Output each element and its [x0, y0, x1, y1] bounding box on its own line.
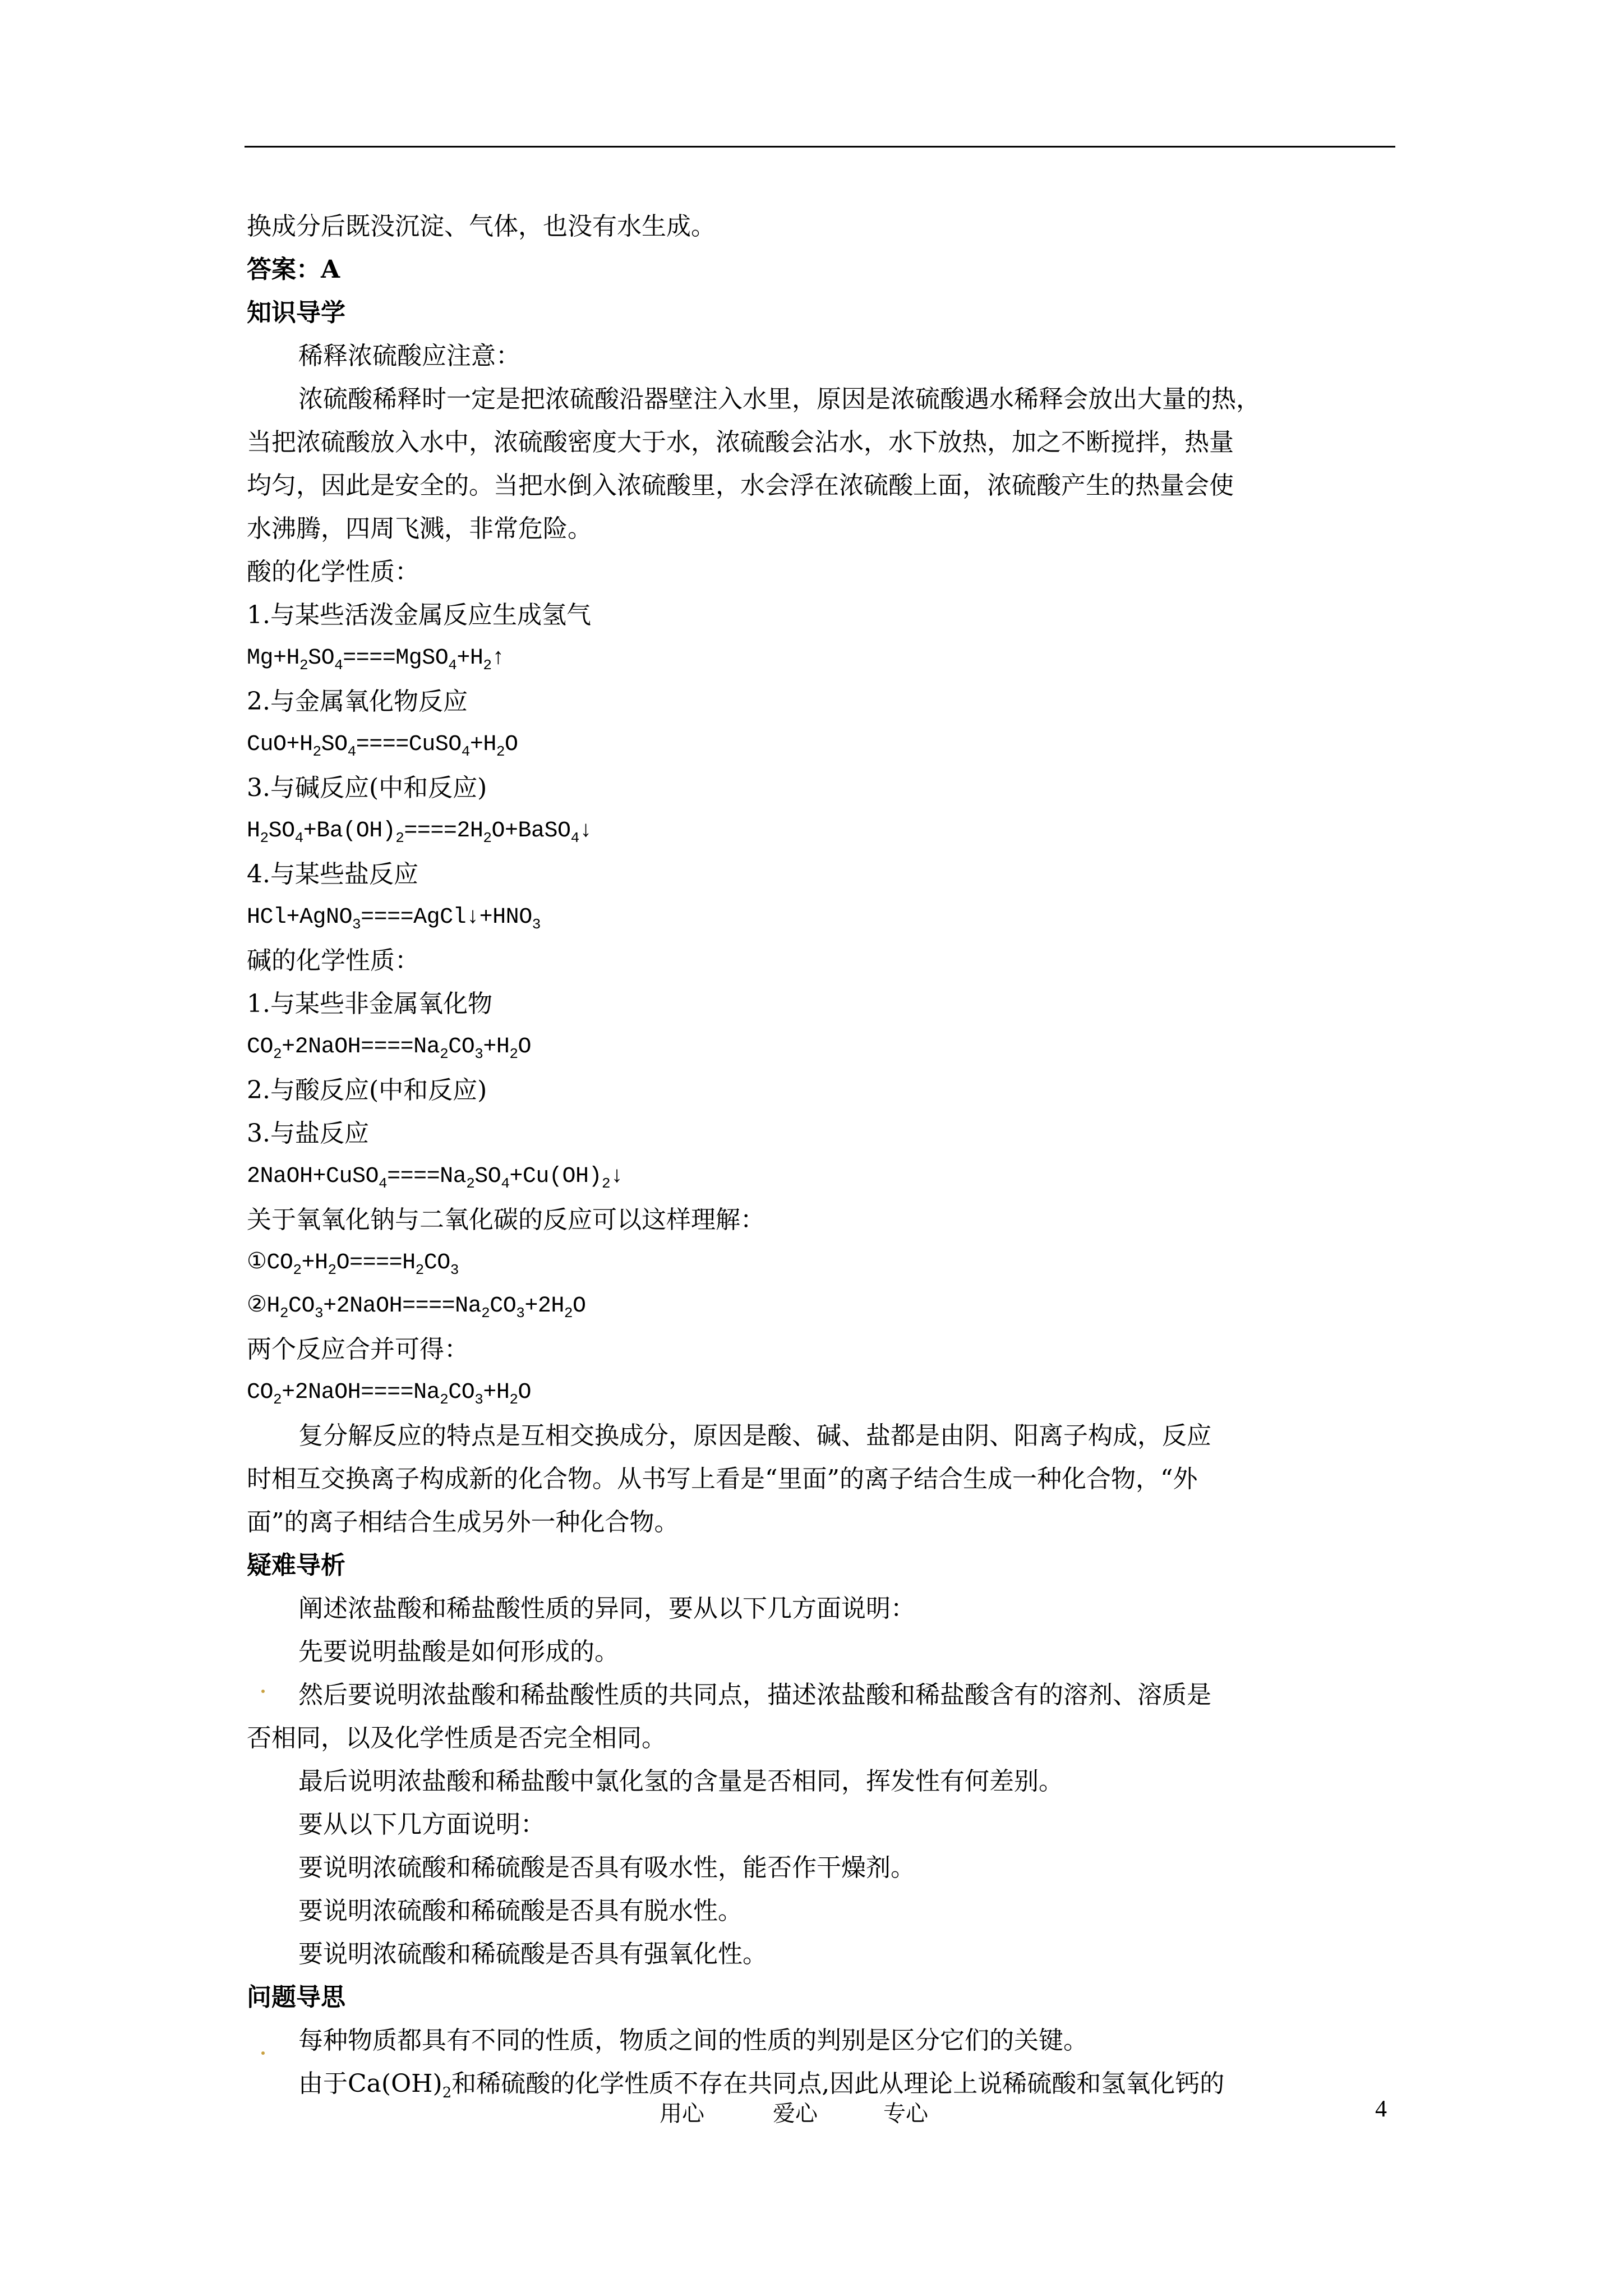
section-heading [247, 291, 1402, 334]
text-line [247, 593, 1402, 637]
subscript: 3 [474, 1046, 483, 1062]
text-segment: 水沸腾，四周飞溅，非常危险。 [247, 514, 592, 543]
subscript: 2 [273, 1046, 282, 1062]
formula-line [247, 1371, 1402, 1414]
text-segment: 1.与某些活泼金属反应生成氢气 [247, 601, 591, 629]
subscript: 3 [450, 1262, 459, 1278]
text-line [247, 680, 1402, 723]
subscript: 4 [347, 743, 356, 760]
subscript: 2 [442, 2085, 452, 2101]
subscript: 2 [260, 830, 269, 846]
text-segment: +H [469, 732, 496, 757]
text-segment: 关于氧氧化钠与二氧化碳的反应可以这样理解： [247, 1205, 765, 1234]
text-segment: 和稀硫酸的化学性质不存在共同点,因此从理论上说稀硫酸和氢氧化钙的 [451, 2069, 1225, 2098]
text-segment: +H [483, 1380, 510, 1405]
text-segment: 先要说明盐酸是如何形成的。 [298, 1637, 619, 1666]
text-segment: CO [448, 1034, 475, 1060]
text-segment: ②H [247, 1294, 280, 1319]
section-heading [247, 248, 1402, 291]
text-segment: CO [288, 1294, 315, 1319]
text-line [247, 334, 1402, 378]
text-segment: H [247, 818, 260, 844]
text-line [247, 1846, 1402, 1889]
text-segment: SO [308, 646, 335, 671]
text-line [247, 939, 1402, 982]
text-segment: O+BaSO [491, 818, 571, 844]
text-segment: +H [483, 1034, 510, 1060]
subscript: 2 [509, 1046, 518, 1062]
subscript: 4 [461, 743, 470, 760]
subscript: 4 [501, 1175, 510, 1192]
text-segment: +2NaOH====Na [282, 1034, 440, 1060]
text-segment: 换成分后既没沉淀、气体，也没有水生成。 [247, 212, 716, 241]
subscript: 4 [379, 1175, 388, 1192]
text-segment: CuO+H [247, 732, 313, 757]
text-segment: 然后要说明浓盐酸和稀盐酸性质的共同点，描述浓盐酸和稀盐酸含有的溶剂、溶质是 [298, 1681, 1211, 1709]
subscript: 2 [395, 830, 404, 846]
text-segment: 否相同，以及化学性质是否完全相同。 [247, 1724, 666, 1752]
subscript: 3 [352, 916, 361, 933]
text-segment: O [505, 732, 518, 757]
text-segment: +H [457, 646, 483, 671]
subscript: 2 [466, 1175, 475, 1192]
text-segment: O====H [336, 1250, 416, 1276]
page-number: 4 [1375, 2096, 1387, 2122]
text-segment: O [518, 1034, 532, 1060]
subscript: 4 [570, 830, 579, 846]
subscript: 3 [516, 1305, 525, 1322]
subscript: 2 [279, 1305, 288, 1322]
text-line [247, 378, 1402, 421]
text-segment: ↓ [610, 1164, 624, 1189]
text-segment: 2NaOH+CuSO [247, 1164, 379, 1189]
subscript: 2 [496, 743, 505, 760]
text-line [247, 982, 1402, 1025]
text-line [247, 1198, 1402, 1241]
subscript: 4 [334, 657, 343, 674]
text-segment: ↑ [491, 646, 505, 671]
section-heading [247, 1976, 1402, 2019]
text-line [247, 1587, 1402, 1630]
formula-line [247, 1285, 1402, 1328]
text-segment: 4.与某些盐反应 [247, 860, 418, 889]
text-segment: 时相互交换离子构成新的化合物。从书写上看是“里面”的离子结合生成一种化合物，“外 [247, 1465, 1198, 1493]
text-line [247, 205, 1402, 248]
subscript: 3 [474, 1391, 483, 1408]
text-segment: 当把浓硫酸放入水中，浓硫酸密度大于水，浓硫酸会沾水，水下放热，加之不断搅拌，热量 [247, 428, 1234, 457]
text-line [247, 1457, 1402, 1501]
text-segment: 面”的离子相结合生成另外一种化合物。 [247, 1508, 679, 1536]
text-segment: ↓ [579, 818, 593, 844]
text-line [247, 1803, 1402, 1846]
text-segment: +2NaOH====Na [282, 1380, 440, 1405]
text-segment: CO [247, 1380, 274, 1405]
text-segment: CO [448, 1380, 475, 1405]
text-line [247, 1673, 1402, 1717]
text-line [247, 853, 1402, 896]
text-segment: SO [268, 818, 295, 844]
text-segment: 要从以下几方面说明： [298, 1810, 545, 1839]
text-segment: 每种物质都具有不同的性质，物质之间的性质的判别是区分它们的关键。 [298, 2026, 1088, 2055]
text-segment: +Cu(OH) [509, 1164, 602, 1189]
footer-item: 专心 [883, 2101, 928, 2127]
text-line [247, 550, 1402, 593]
subscript: 3 [315, 1305, 324, 1322]
subscript: 2 [299, 657, 308, 674]
text-line [247, 1069, 1402, 1112]
text-segment: O [573, 1294, 586, 1319]
text-segment: 2.与酸反应(中和反应) [247, 1076, 487, 1105]
text-line [247, 464, 1402, 507]
subscript: 2 [312, 743, 321, 760]
text-segment: 最后说明浓盐酸和稀盐酸中氯化氢的含量是否相同，挥发性有何差别。 [298, 1767, 1063, 1796]
text-segment: ====AgCl↓+HNO [361, 905, 532, 930]
subscript: 2 [564, 1305, 573, 1322]
text-segment: +2H [524, 1294, 564, 1319]
text-segment: +2NaOH====Na [323, 1294, 482, 1319]
footer-item: 爱心 [773, 2101, 818, 2127]
formula-line [247, 809, 1402, 853]
text-segment: 浓硫酸稀释时一定是把浓硫酸沿器壁注入水里，原因是浓硫酸遇水稀释会放出大量的热， [298, 385, 1261, 413]
text-segment: 要说明浓硫酸和稀硫酸是否具有吸水性，能否作干燥剂。 [298, 1853, 915, 1882]
text-line [247, 1328, 1402, 1371]
subscript: 2 [273, 1391, 282, 1408]
text-line [247, 1889, 1402, 1932]
text-segment: Mg+H [247, 646, 300, 671]
text-segment: CO [247, 1034, 274, 1060]
subscript: 2 [328, 1262, 336, 1278]
text-line [247, 1414, 1402, 1457]
formula-line [247, 896, 1402, 939]
text-line [247, 1717, 1402, 1760]
text-segment: ====CuSO [356, 732, 462, 757]
text-segment: ====MgSO [343, 646, 449, 671]
header-rule [245, 146, 1395, 148]
text-segment: ====2H [404, 818, 483, 844]
subscript: 2 [483, 830, 492, 846]
subscript: 2 [481, 1305, 490, 1322]
text-segment: CO [423, 1250, 450, 1276]
subscript: 4 [448, 657, 457, 674]
text-segment: 由于Ca(OH) [298, 2069, 442, 2098]
subscript: 2 [601, 1175, 611, 1192]
subscript: 2 [293, 1262, 302, 1278]
text-line [247, 1932, 1402, 1976]
text-line [247, 1630, 1402, 1673]
text-line [247, 507, 1402, 550]
text-segment: 1.与某些非金属氧化物 [247, 990, 492, 1018]
text-line [247, 1112, 1402, 1155]
text-segment: HCl+AgNO [247, 905, 353, 930]
text-segment: 要说明浓硫酸和稀硫酸是否具有强氧化性。 [298, 1940, 767, 1968]
formula-line [247, 723, 1402, 766]
text-segment: 复分解反应的特点是互相交换成分，原因是酸、碱、盐都是由阴、阳离子构成，反应 [298, 1421, 1211, 1450]
footer-item: 用心 [660, 2101, 704, 2127]
subscript: 3 [532, 916, 541, 933]
text-segment: 答案： [247, 255, 321, 284]
text-segment: 3.与盐反应 [247, 1119, 369, 1148]
subscript: 2 [440, 1391, 449, 1408]
subscript: 2 [440, 1046, 449, 1062]
stray-mark [261, 2051, 265, 2055]
stray-mark [261, 1690, 265, 1693]
text-segment: 要说明浓硫酸和稀硫酸是否具有脱水性。 [298, 1897, 743, 1925]
text-segment: CO [490, 1294, 517, 1319]
text-segment: 疑难导析 [247, 1551, 345, 1580]
formula-line [247, 1155, 1402, 1198]
text-line [247, 1760, 1402, 1803]
text-segment: 知识导学 [247, 298, 345, 327]
text-segment: ====Na [387, 1164, 467, 1189]
subscript: 2 [509, 1391, 518, 1408]
text-segment: SO [474, 1164, 501, 1189]
formula-line [247, 1025, 1402, 1069]
text-line [247, 1501, 1402, 1544]
text-segment: 酸的化学性质： [247, 558, 419, 586]
text-segment: 均匀，因此是安全的。当把水倒入浓硫酸里，水会浮在浓硫酸上面，浓硫酸产生的热量会使 [247, 471, 1234, 500]
formula-line [247, 637, 1402, 680]
text-line [247, 2019, 1402, 2062]
text-segment: 阐述浓盐酸和稀盐酸性质的异同，要从以下几方面说明： [298, 1594, 915, 1623]
section-heading [247, 1544, 1402, 1587]
text-segment: 问题导思 [247, 1983, 345, 2012]
text-segment: 3.与碱反应(中和反应) [247, 774, 487, 802]
subscript: 4 [294, 830, 303, 846]
formula-line [247, 1241, 1402, 1285]
text-segment: O [518, 1380, 532, 1405]
text-segment: SO [321, 732, 348, 757]
text-segment: +H [301, 1250, 328, 1276]
text-segment: 碱的化学性质： [247, 946, 419, 975]
text-segment: +Ba(OH) [303, 818, 396, 844]
text-segment: 2.与金属氧化物反应 [247, 687, 468, 716]
subscript: 2 [483, 657, 492, 674]
text-segment: 稀释浓硫酸应注意： [298, 342, 520, 370]
text-line [247, 766, 1402, 809]
text-segment: ①CO [247, 1250, 293, 1276]
page-footer [0, 2096, 1623, 2129]
text-line [247, 421, 1402, 464]
text-segment: 两个反应合并可得： [247, 1335, 469, 1364]
subscript: 2 [415, 1262, 424, 1278]
text-segment: A [321, 255, 340, 284]
document-body [247, 205, 1402, 2105]
